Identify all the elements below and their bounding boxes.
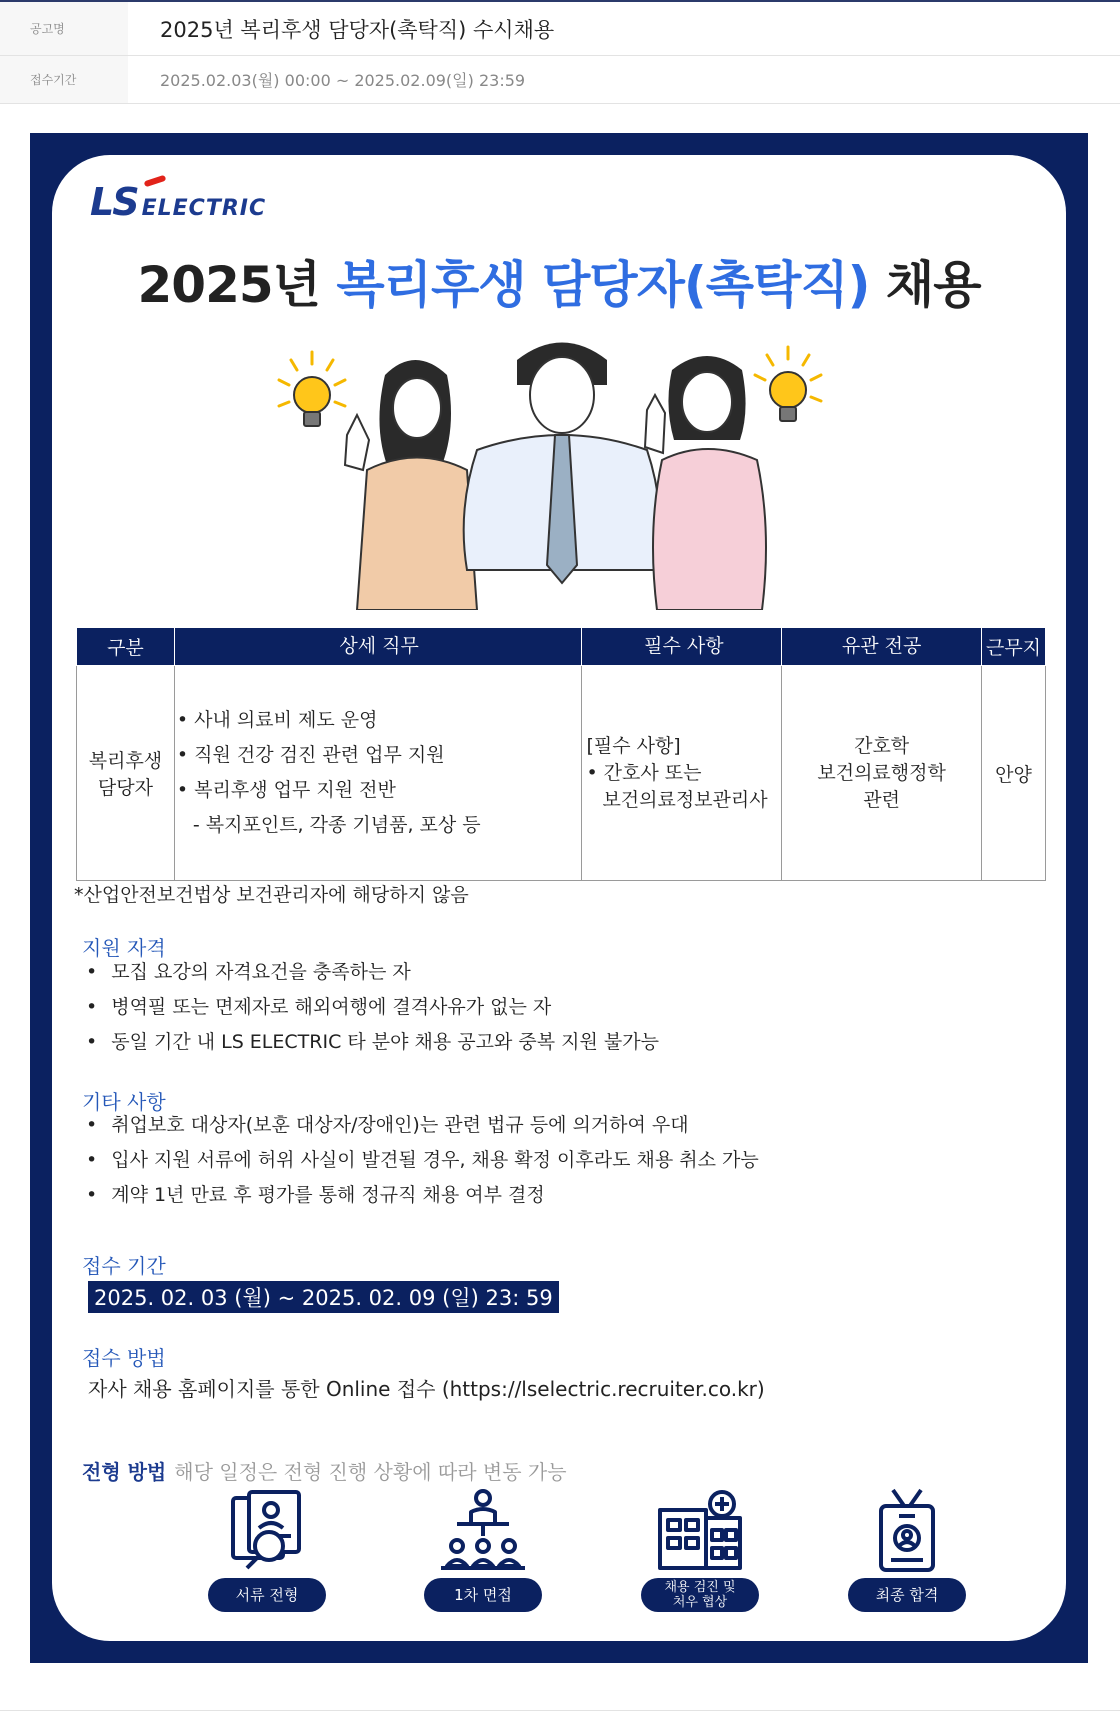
title-suffix: 채용	[869, 256, 981, 314]
logo-electric-text: ELECTRIC	[141, 196, 267, 221]
logo-ls-text: LS	[90, 180, 138, 224]
etc-heading: 기타 사항	[82, 1090, 166, 1114]
posting-title-row	[0, 2, 1120, 56]
qualification-list	[84, 955, 659, 1060]
table-row	[77, 666, 1046, 881]
major-line: 간호학	[854, 734, 910, 757]
qualification-heading: 지원 자격	[82, 936, 166, 960]
duty-item: • 복리후생 업무 지원 전반	[176, 779, 396, 801]
step-health-check	[630, 1488, 770, 1612]
lightbulb-icon-left	[279, 352, 345, 426]
duty-item: • 사내 의료비 제도 운영	[176, 709, 378, 731]
title-highlight: 복리후생 담당자(촉탁직)	[336, 256, 870, 314]
step-label-line: 처우 협상	[672, 1595, 728, 1610]
list-item: • 계약 1년 만료 후 평가를 통해 정규직 채용 여부 결정	[84, 1178, 759, 1213]
interview-panel-icon	[435, 1488, 531, 1572]
col-header-duties: 상세 직무	[174, 628, 582, 666]
poster-card	[52, 155, 1066, 1641]
cell-major	[782, 666, 982, 881]
required-line: [필수 사항]	[586, 734, 681, 757]
process-heading-row	[82, 1456, 567, 1485]
poster-title	[52, 245, 1066, 317]
title-year: 2025년	[137, 256, 337, 314]
required-line: 보건의료정보관리사	[602, 788, 768, 811]
list-item: • 모집 요강의 자격요건을 충족하는 자	[84, 955, 659, 990]
staff-illustration	[267, 340, 867, 610]
posting-period-row	[0, 56, 1120, 104]
posting-period: 2025.02.03(월) 00:00 ~ 2025.02.09(일) 23:59	[160, 71, 526, 90]
major-line: 보건의료행정학	[817, 761, 946, 784]
man-figure-center	[464, 343, 661, 584]
woman-figure-right	[645, 356, 766, 610]
step-final-pass	[837, 1488, 977, 1612]
step-label-pill	[848, 1578, 966, 1612]
posting-title-label: 공고명	[0, 2, 128, 55]
cell-duties	[174, 666, 582, 881]
recruitment-poster	[30, 133, 1088, 1663]
col-header-location: 근무지	[982, 628, 1046, 666]
list-item: • 입사 지원 서류에 허위 사실이 발견될 경우, 채용 확정 이후라도 채용 취소 가능	[84, 1143, 759, 1178]
step-document-screening	[197, 1488, 337, 1612]
category-line: 담당자	[97, 777, 153, 799]
cell-required	[582, 666, 782, 881]
application-method: 자사 채용 홈페이지를 통한 Online 접수 (https://lselectric.recruiter.co.kr)	[88, 1377, 765, 1401]
step-label-line: 채용 검진 및	[664, 1580, 736, 1595]
process-note: 해당 일정은 전형 진행 상황에 따라 변동 가능	[174, 1460, 567, 1484]
step-label: 1차 면접	[454, 1585, 512, 1604]
required-line: • 간호사 또는	[586, 761, 702, 784]
lightbulb-icon-right	[755, 347, 821, 421]
logo-accent-mark	[144, 175, 167, 188]
step-label: 서류 전형	[235, 1585, 299, 1604]
posting-meta	[0, 0, 1120, 104]
category-line: 복리후생	[88, 750, 163, 772]
method-heading: 접수 방법	[82, 1346, 166, 1370]
period-heading: 접수 기간	[82, 1254, 166, 1278]
page-divider	[0, 1710, 1120, 1711]
cell-location: 안양	[982, 666, 1046, 881]
col-header-category: 구분	[77, 628, 175, 666]
hospital-icon	[652, 1488, 748, 1572]
list-item: • 동일 기간 내 LS ELECTRIC 타 분야 채용 공고와 중복 지원 불가능	[84, 1025, 659, 1060]
cell-category	[77, 666, 175, 881]
list-item: • 취업보호 대상자(보훈 대상자/장애인)는 관련 법규 등에 의거하여 우대	[84, 1108, 759, 1143]
job-detail-table	[76, 627, 1046, 881]
application-period: 2025. 02. 03 (월) ~ 2025. 02. 09 (일) 23: 59	[88, 1281, 559, 1313]
col-header-major: 유관 전공	[782, 628, 982, 666]
table-header-row	[77, 628, 1046, 666]
id-badge-icon	[859, 1488, 955, 1572]
step-label-pill	[208, 1578, 326, 1612]
major-line: 관련	[863, 788, 900, 811]
table-footnote: *산업안전보건법상 보건관리자에 해당하지 않음	[74, 884, 469, 906]
posting-period-label: 접수기간	[0, 56, 128, 103]
step-label-pill	[424, 1578, 542, 1612]
list-item: • 병역필 또는 면제자로 해외여행에 결격사유가 없는 자	[84, 990, 659, 1025]
ls-electric-logo	[90, 180, 266, 224]
posting-title: 2025년 복리후생 담당자(촉탁직) 수시채용	[160, 17, 555, 42]
step-label: 최종 합격	[875, 1585, 939, 1604]
step-label-pill	[641, 1578, 759, 1612]
documents-magnifier-icon	[219, 1488, 315, 1572]
col-header-required: 필수 사항	[582, 628, 782, 666]
etc-list	[84, 1108, 759, 1213]
woman-figure-left	[345, 360, 477, 610]
step-first-interview	[413, 1488, 553, 1612]
process-heading: 전형 방법	[82, 1460, 167, 1484]
duty-item: • 직원 건강 검진 관련 업무 지원	[176, 744, 445, 766]
duty-subitem: - 복지포인트, 각종 기념품, 포상 등	[192, 814, 481, 836]
